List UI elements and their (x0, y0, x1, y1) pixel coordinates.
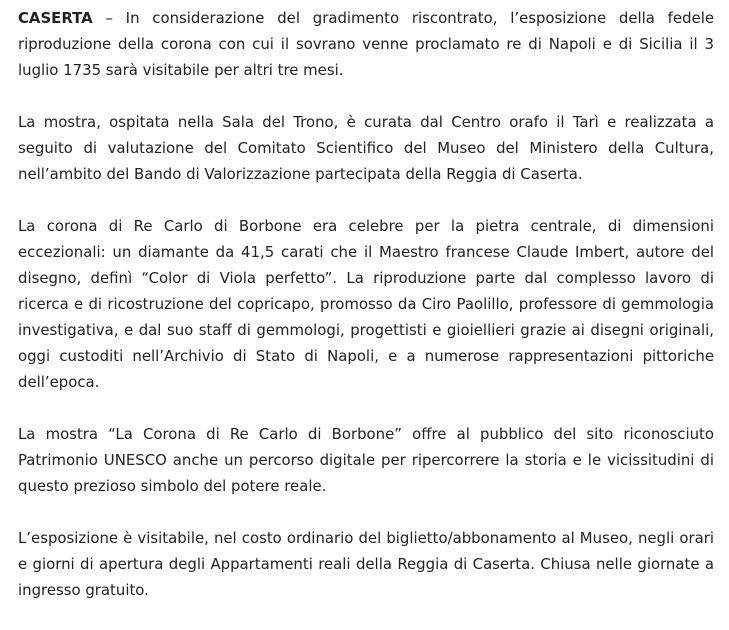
article-lead-text: – In considerazione del gradimento riscontrato, l’esposizione della fedele riproduzione della corona con cui il sovrano venne proclamato re di Napoli e di Sicilia il 3 luglio 1735 sarà visitabile per altri tre mesi. (18, 9, 714, 79)
article-paragraph-3: La corona di Re Carlo di Borbone era celebre per la pietra centrale, di dimensioni eccezionali: un diamante da 41,5 carati che il Maestro francese Claude Imbert, autore del disegno, definì “Color di Viola perfetto”. La riproduzione parte dal complesso lavoro di ricerca e di ricostruzione del copricapo, promosso da Ciro Paolillo, professore di gemmologia investigativa, e dal suo staff di gemmologi, progettisti e gioiellieri grazie ai disegni originali, oggi custoditi nell’Archivio di Stato di Napoli, e a numerose rappresentazioni pittoriche dell’epoca. (18, 217, 714, 391)
article-paragraph-4: La mostra “La Corona di Re Carlo di Borbone” offre al pubblico del sito riconosciuto Patrimonio UNESCO anche un percorso digitale per ripercorrere la storia e le vicissitudini di questo prezioso simbolo del potere reale. (18, 425, 714, 495)
article-paragraph-5: L’esposizione è visitabile, nel costo ordinario del biglietto/abbonamento al Museo, negli orari e giorni di apertura degli Appartamenti reali della Reggia di Caserta. Chiusa nelle giornate a ingresso gratuito. (18, 529, 714, 599)
article-body (18, 5, 714, 629)
article-dateline: CASERTA (18, 9, 93, 27)
article-paragraph-1 (18, 5, 714, 83)
article-paragraph-2: La mostra, ospitata nella Sala del Trono, è curata dal Centro orafo il Tarì e realizzata a seguito di valutazione del Comitato Scientifico del Museo del Ministero della Cultura, nell’ambito del Bando di Valorizzazione partecipata della Reggia di Caserta. (18, 113, 714, 183)
